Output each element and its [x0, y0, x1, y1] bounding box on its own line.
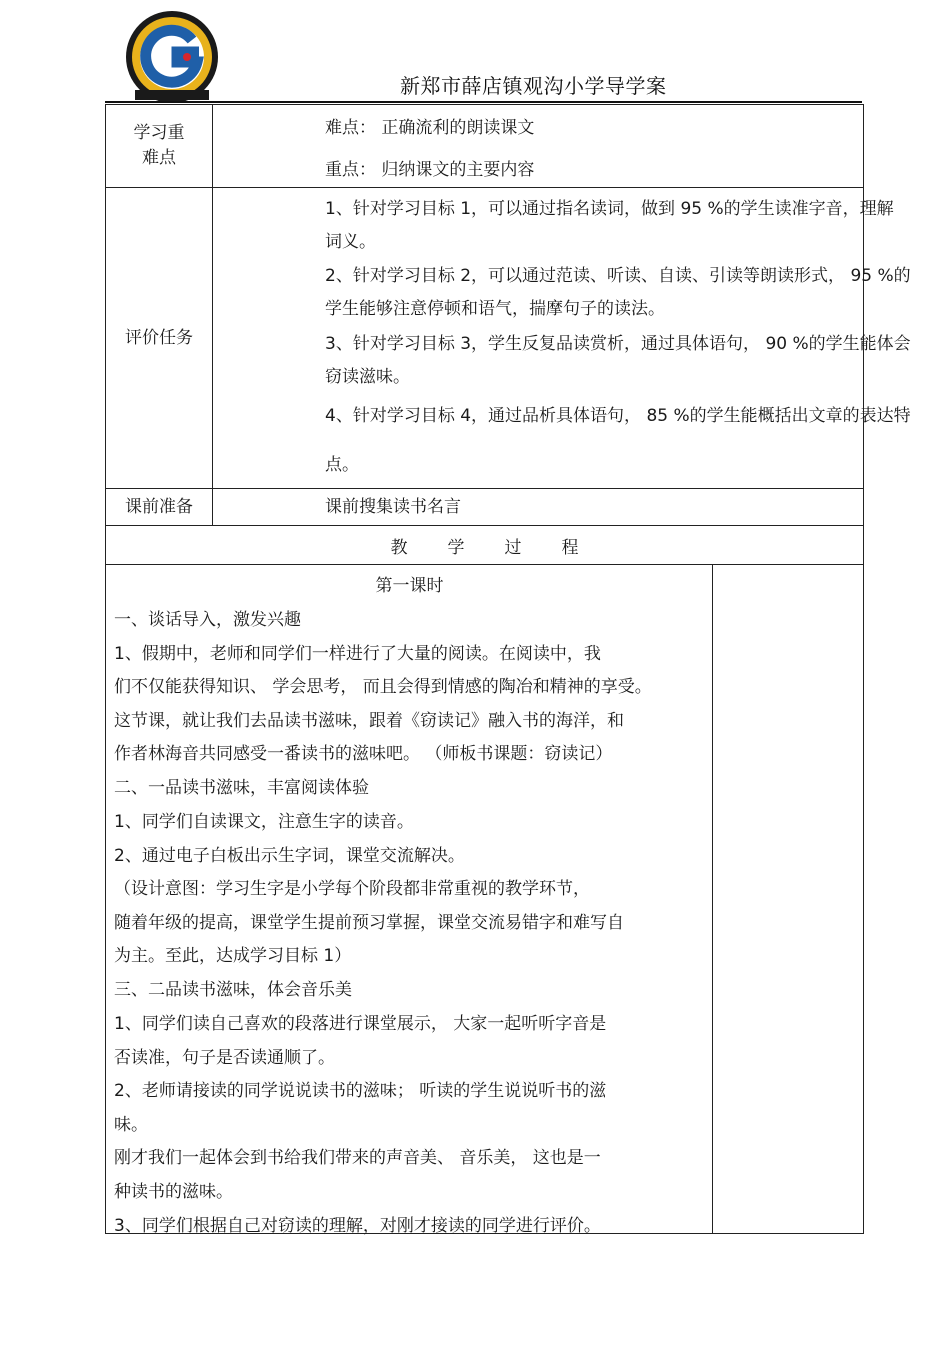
evaluation-line: 2、针对学习目标 2，可以通过范读、听读、自读、引读等朗读形式， 95 %的 — [325, 266, 911, 286]
process-header: 教学过程 — [106, 526, 864, 565]
process-line: 为主。至此，达成学习目标 1） — [114, 946, 352, 966]
process-line: 二、一品读书滋味，丰富阅读体验 — [114, 778, 369, 798]
process-line: 三、二品读书滋味，体会音乐美 — [114, 980, 352, 1000]
preparation-text: 课前搜集读书名言 — [325, 497, 461, 517]
process-line: 种读书的滋味。 — [114, 1182, 233, 1202]
process-line: 1、假期中，老师和同学们一样进行了大量的阅读。在阅读中，我 — [114, 644, 601, 664]
process-line: 随着年级的提高，课堂学生提前预习掌握，课堂交流易错字和难写自 — [114, 913, 624, 933]
process-notes-cell — [713, 565, 864, 1234]
evaluation-line: 词义。 — [325, 232, 376, 252]
lesson-plan-table — [105, 104, 911, 1236]
process-line: 这节课，就让我们去品读书滋味，跟着《窃读记》融入书的海洋，和 — [114, 711, 624, 731]
evaluation-line: 4、针对学习目标 4，通过品析具体语句， 85 %的学生能概括出文章的表达特 — [325, 406, 911, 426]
evaluation-row — [106, 188, 864, 489]
preparation-label: 课前准备 — [106, 489, 213, 526]
evaluation-line: 1、针对学习目标 1，可以通过指名读词，做到 95 %的学生读准字音，理解 — [325, 199, 894, 219]
focus-label-cell — [106, 105, 213, 188]
key-point-text: 重点： 归纳课文的主要内容 — [325, 160, 535, 180]
process-line: 作者林海音共同感受一番读书的滋味吧。 （师板书课题：窃读记） — [114, 744, 613, 764]
process-content-cell — [106, 565, 713, 1234]
focus-label-line1: 学习重 — [133, 123, 185, 143]
focus-content-cell — [213, 105, 864, 188]
evaluation-line: 点。 — [325, 455, 359, 475]
difficulty-text: 难点： 正确流利的朗读课文 — [325, 118, 535, 138]
header-rule — [105, 101, 862, 103]
evaluation-line: 学生能够注意停顿和语气，揣摩句子的读法。 — [325, 299, 665, 319]
process-line: 们不仅能获得知识、 学会思考， 而且会得到情感的陶冶和精神的享受。 — [114, 677, 652, 697]
process-line: 否读准，句子是否读通顺了。 — [114, 1048, 335, 1068]
process-line: 味。 — [114, 1115, 148, 1135]
focus-row — [106, 105, 864, 188]
school-title: 新郑市薛店镇观沟小学导学案 — [400, 74, 667, 98]
process-line: 2、通过电子白板出示生字词，课堂交流解决。 — [114, 846, 465, 866]
process-header-row — [106, 526, 864, 565]
preparation-content-cell — [213, 489, 864, 526]
evaluation-label: 评价任务 — [106, 188, 213, 489]
process-line: 2、老师请接读的同学说说读书的滋味； 听读的学生说说听书的滋 — [114, 1081, 607, 1101]
evaluation-line: 3、针对学习目标 3，学生反复品读赏析，通过具体语句， 90 %的学生能体会 — [325, 334, 911, 354]
process-line: 1、同学们读自己喜欢的段落进行课堂展示， 大家一起听听字音是 — [114, 1014, 607, 1034]
lesson-title: 第一课时 — [375, 576, 444, 596]
process-row — [106, 565, 864, 1234]
preparation-row — [106, 489, 864, 526]
process-line: （设计意图：学习生字是小学每个阶段都非常重视的教学环节， — [114, 879, 590, 899]
school-emblem-g-icon — [121, 10, 223, 106]
evaluation-content-cell — [213, 188, 911, 489]
evaluation-line: 窃读滋味。 — [325, 367, 410, 387]
process-line: 一、谈话导入，激发兴趣 — [114, 610, 301, 630]
focus-label-line2: 难点 — [142, 148, 176, 168]
process-line: 刚才我们一起体会到书给我们带来的声音美、 音乐美， 这也是一 — [114, 1148, 601, 1168]
process-line: 3、同学们根据自己对窃读的理解，对刚才接读的同学进行评价。 — [114, 1216, 601, 1236]
process-line: 1、同学们自读课文，注意生字的读音。 — [114, 812, 414, 832]
